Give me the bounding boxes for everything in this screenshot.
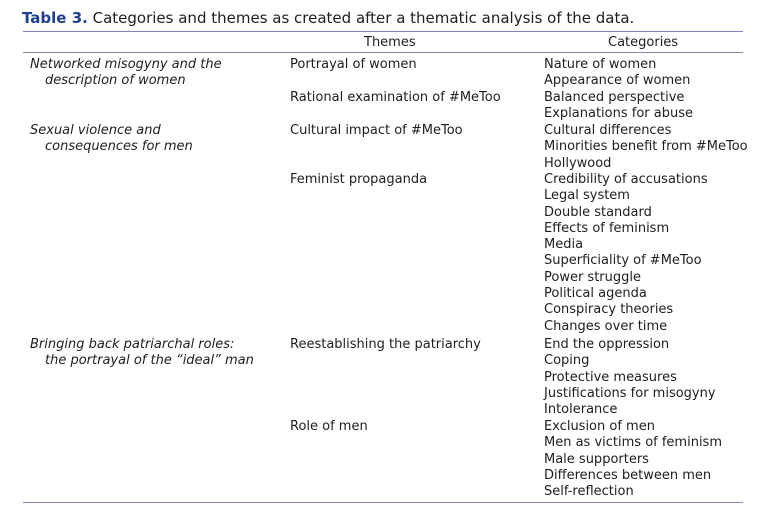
header-categories: Categories bbox=[608, 35, 679, 50]
category-item: Justifications for misogyny bbox=[544, 385, 716, 401]
theme-name: Role of men bbox=[290, 419, 368, 434]
category-item: End the oppression bbox=[544, 337, 670, 352]
category-item: Cultural differences bbox=[544, 123, 672, 138]
category-list bbox=[544, 337, 716, 418]
header-themes: Themes bbox=[364, 35, 416, 50]
category-item: Differences between men bbox=[544, 467, 712, 483]
category-list bbox=[544, 90, 693, 123]
section-title-line: Networked misogyny and the bbox=[30, 57, 222, 72]
category-item: Changes over time bbox=[544, 318, 668, 334]
category-item: Appearance of women bbox=[544, 73, 691, 89]
table-caption-text: Categories and themes as created after a thematic analysis of the data. bbox=[92, 9, 635, 27]
bottom-rule bbox=[23, 502, 743, 503]
section-title-line: Bringing back patriarchal roles: bbox=[30, 337, 235, 352]
category-item: Explanations for abuse bbox=[544, 106, 693, 122]
section-title-line: consequences for men bbox=[45, 139, 193, 155]
category-item: Conspiracy theories bbox=[544, 302, 674, 318]
section-title bbox=[30, 57, 222, 90]
theme-name: Cultural impact of #MeToo bbox=[290, 123, 463, 138]
header-rule bbox=[23, 52, 743, 53]
theme-name: Reestablishing the patriarchy bbox=[290, 337, 481, 352]
category-item: Minorities benefit from #MeToo bbox=[544, 139, 748, 155]
category-item: Credibility of accusations bbox=[544, 172, 708, 187]
section-title bbox=[30, 337, 254, 370]
category-item: Power struggle bbox=[544, 269, 642, 285]
category-item: Male supporters bbox=[544, 451, 649, 467]
category-item: Exclusion of men bbox=[544, 419, 655, 434]
section-title bbox=[30, 123, 193, 156]
category-item: Double standard bbox=[544, 204, 652, 220]
category-item: Intolerance bbox=[544, 402, 618, 418]
section-title-line: Sexual violence and bbox=[30, 123, 161, 138]
category-item: Men as victims of feminism bbox=[544, 435, 722, 451]
theme-name: Portrayal of women bbox=[290, 57, 417, 72]
category-list bbox=[544, 419, 722, 500]
category-item: Effects of feminism bbox=[544, 220, 670, 236]
category-item: Media bbox=[544, 237, 584, 253]
category-item: Legal system bbox=[544, 188, 630, 204]
category-item: Hollywood bbox=[544, 155, 612, 171]
top-rule bbox=[23, 31, 743, 32]
table-label: Table 3. bbox=[22, 9, 88, 27]
category-item: Nature of women bbox=[544, 57, 657, 72]
theme-name: Feminist propaganda bbox=[290, 172, 428, 187]
theme-name: Rational examination of #MeToo bbox=[290, 90, 501, 105]
category-item: Political agenda bbox=[544, 286, 647, 302]
category-item: Protective measures bbox=[544, 369, 677, 385]
category-list bbox=[544, 57, 690, 90]
category-item: Superficiality of #MeToo bbox=[544, 253, 702, 269]
section-title-line: the portrayal of the “ideal” man bbox=[45, 353, 254, 369]
category-list bbox=[544, 123, 748, 172]
table-caption bbox=[22, 8, 634, 28]
category-item: Balanced perspective bbox=[544, 90, 685, 105]
category-item: Coping bbox=[544, 353, 590, 369]
category-list bbox=[544, 172, 708, 335]
category-item: Self-reflection bbox=[544, 484, 634, 500]
section-title-line: description of women bbox=[45, 73, 186, 89]
